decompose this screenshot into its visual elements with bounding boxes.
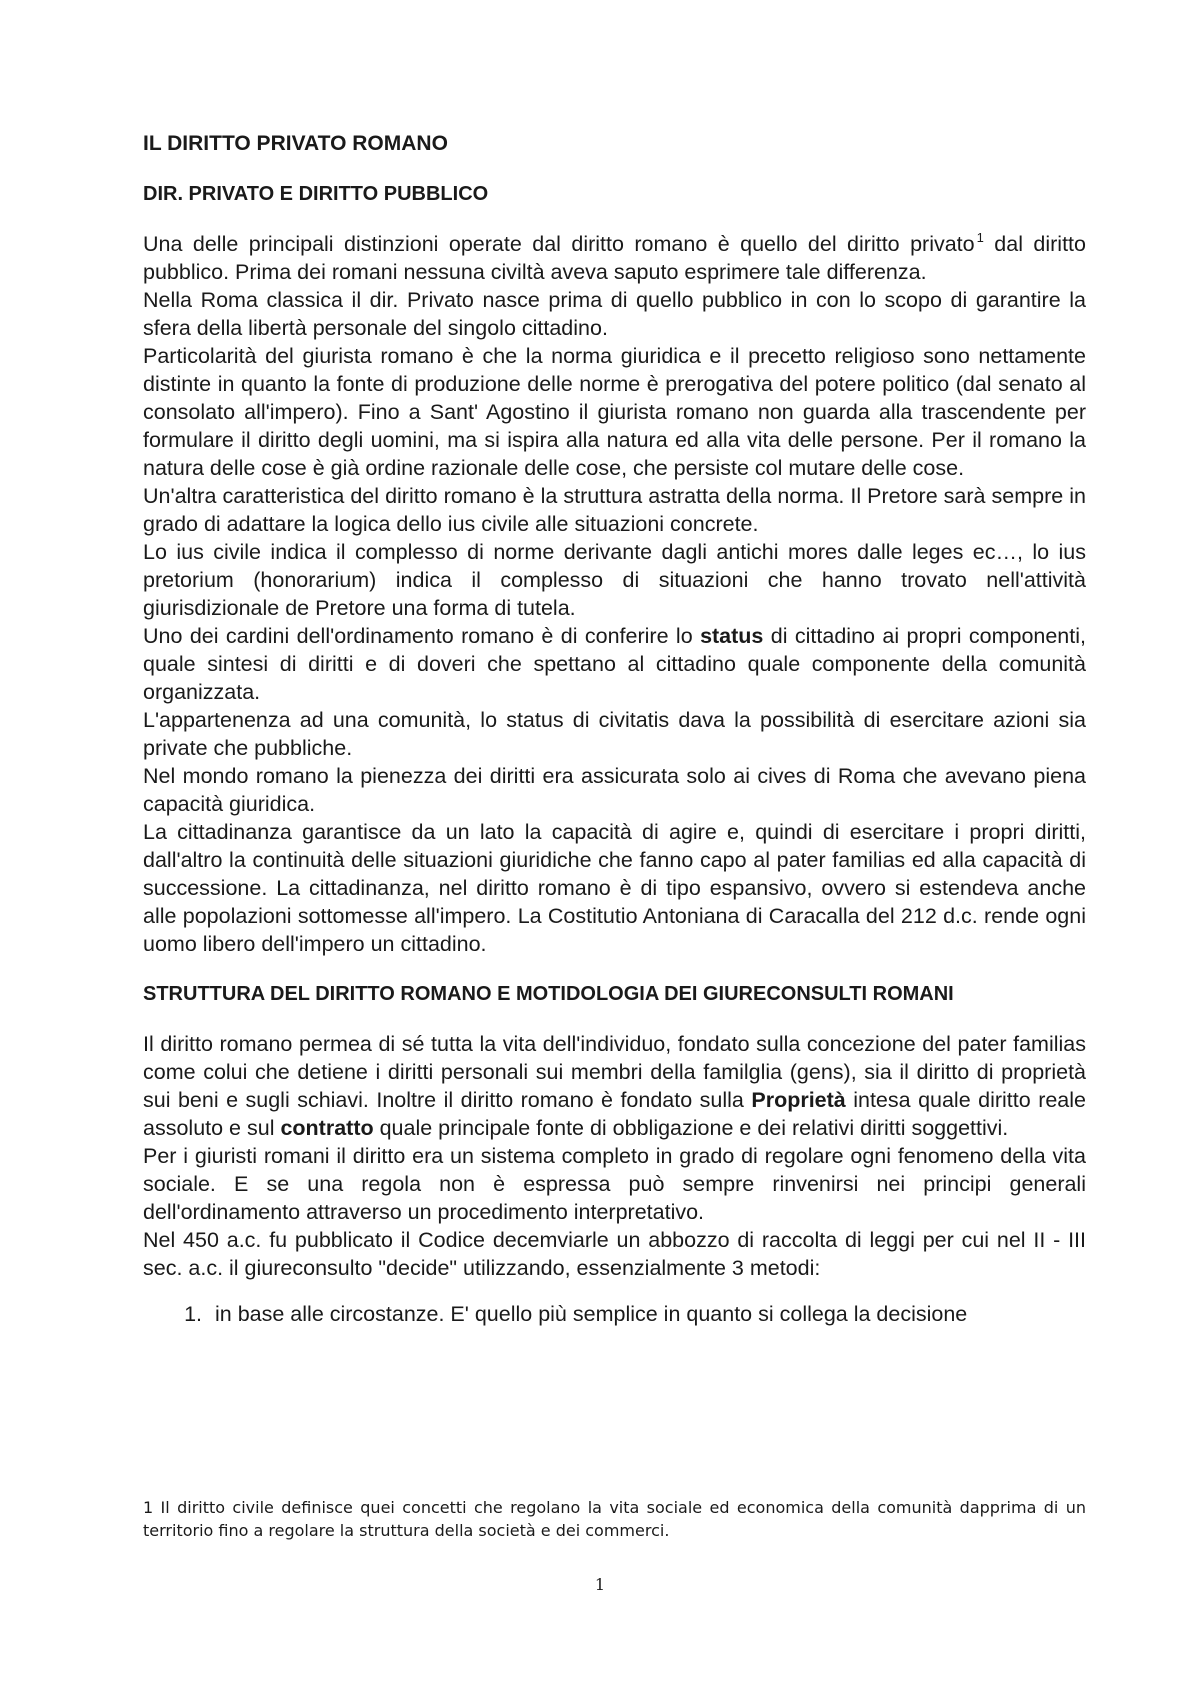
paragraph: Un'altra caratteristica del diritto romano è la struttura astratta della norma. Il Pretore sarà sempre in grado di adattare la logica dello ius civile alle situazioni concrete. (143, 484, 1086, 536)
page-number: 1 (594, 1575, 606, 1594)
list-item (143, 1300, 1086, 1328)
paragraph: Lo ius civile indica il complesso di norme derivante dagli antichi mores dalle leges ec…, lo ius pretorium (honorarium) indica il complesso di situazioni che hanno trovato nell'attività giurisdizionale de Pretore una forma di tutela. (143, 540, 1086, 620)
paragraph: Nel 450 a.c. fu pubblicato il Codice decemviarle un abbozzo di raccolta di leggi per cui nel II - III sec. a.c. il giureconsulto "decide" utilizzando, essenzialmente 3 metodi: (143, 1228, 1086, 1280)
paragraph: Una delle principali distinzioni operate dal diritto romano è quello del diritto privato $^1$ dal diritto pubblico. Prima dei romani nessuna civiltà aveva saputo esprimere tale differenza. (143, 230, 1086, 284)
bold-term-proprieta: Proprietà (751, 1088, 846, 1112)
methods-list (143, 1300, 1086, 1328)
paragraph: L'appartenenza ad una comunità, lo status di civitatis dava la possibilità di esercitare azioni sia private che pubbliche. (143, 708, 1086, 760)
paragraph: La cittadinanza garantisce da un lato la capacità di agire e, quindi di esercitare i propri diritti, dall'altro la continuità delle situazioni giuridiche che fanno capo al pater familias ed alla capacità di successione. La cittadinanza, nel diritto romano è di tipo espansivo, ovvero si estendeva anche alle popolazioni sottomesse all'impero. La Costitutio Antoniana di Caracalla del 212 d.c. rende ogni uomo libero dell'impero un cittadino. (143, 820, 1086, 956)
paragraph: Nel mondo romano la pienezza dei diritti era assicurata solo ai cives di Roma che avevano piena capacità giuridica. (143, 764, 1086, 816)
list-item-text: in base alle circostanze. E' quello più semplice in quanto si collega la decisione (215, 1302, 968, 1326)
document-title: IL DIRITTO PRIVATO ROMANO (143, 132, 448, 155)
section-heading-structure: STRUTTURA DEL DIRITTO ROMANO E MOTIDOLOGIA DEI GIURECONSULTI ROMANI (143, 983, 954, 1005)
footnote-reference[interactable]: 1 (976, 230, 984, 245)
paragraph: Il diritto romano permea di sé tutta la vita dell'individuo, fondato sulla concezione del pater familias come colui che detiene i diritti personali sui membri della familglia (gens), sia il diritto di proprietà sui beni e sugli schiavi. Inoltre il diritto romano è fondato sulla Proprietà intesa quale diritto reale assoluto e sul contratto quale principale fonte di obbligazione e dei relativi diritti soggettivi. (143, 1032, 1086, 1140)
paragraph: Particolarità del giurista romano è che la norma giuridica e il precetto religioso sono nettamente distinte in quanto la fonte di produzione delle norme è prerogativa del potere politico (dal senato al consolato all'impero). Fino a Sant' Agostino il giurista romano non guarda alla trascendente per formulare il diritto degli uomini, ma si ispira alla natura ed alla vita delle persone. Per il romano la natura delle cose è già ordine razionale delle cose, che persiste col mutare delle cose. (143, 344, 1086, 480)
document-body (143, 130, 1086, 1328)
paragraph: Uno dei cardini dell'ordinamento romano è di conferire lo status di cittadino ai propri componenti, quale sintesi di diritti e di doveri che spettano al cittadino quale componente della comunità organizzata. (143, 624, 1086, 704)
bold-term-status: status (700, 624, 764, 648)
paragraph: Nella Roma classica il dir. Privato nasce prima di quello pubblico in con lo scopo di garantire la sfera della libertà personale del singolo cittadino. (143, 288, 1086, 340)
footnote: 1 Il diritto civile definisce quei concetti che regolano la vita sociale ed economica della comunità dapprima di un territorio fino a regolare la struttura della società e dei commerci. (143, 1498, 1086, 1540)
paragraph: Per i giuristi romani il diritto era un sistema completo in grado di regolare ogni fenomeno della vita sociale. E se una regola non è espressa può sempre rinvenirsi nei principi generali dell'ordinamento attraverso un procedimento interpretativo. (143, 1144, 1086, 1224)
section-heading-private-public: DIR. PRIVATO E DIRITTO PUBBLICO (143, 183, 489, 205)
list-item-number: 1. (184, 1302, 202, 1326)
bold-term-contratto: contratto (280, 1116, 374, 1140)
